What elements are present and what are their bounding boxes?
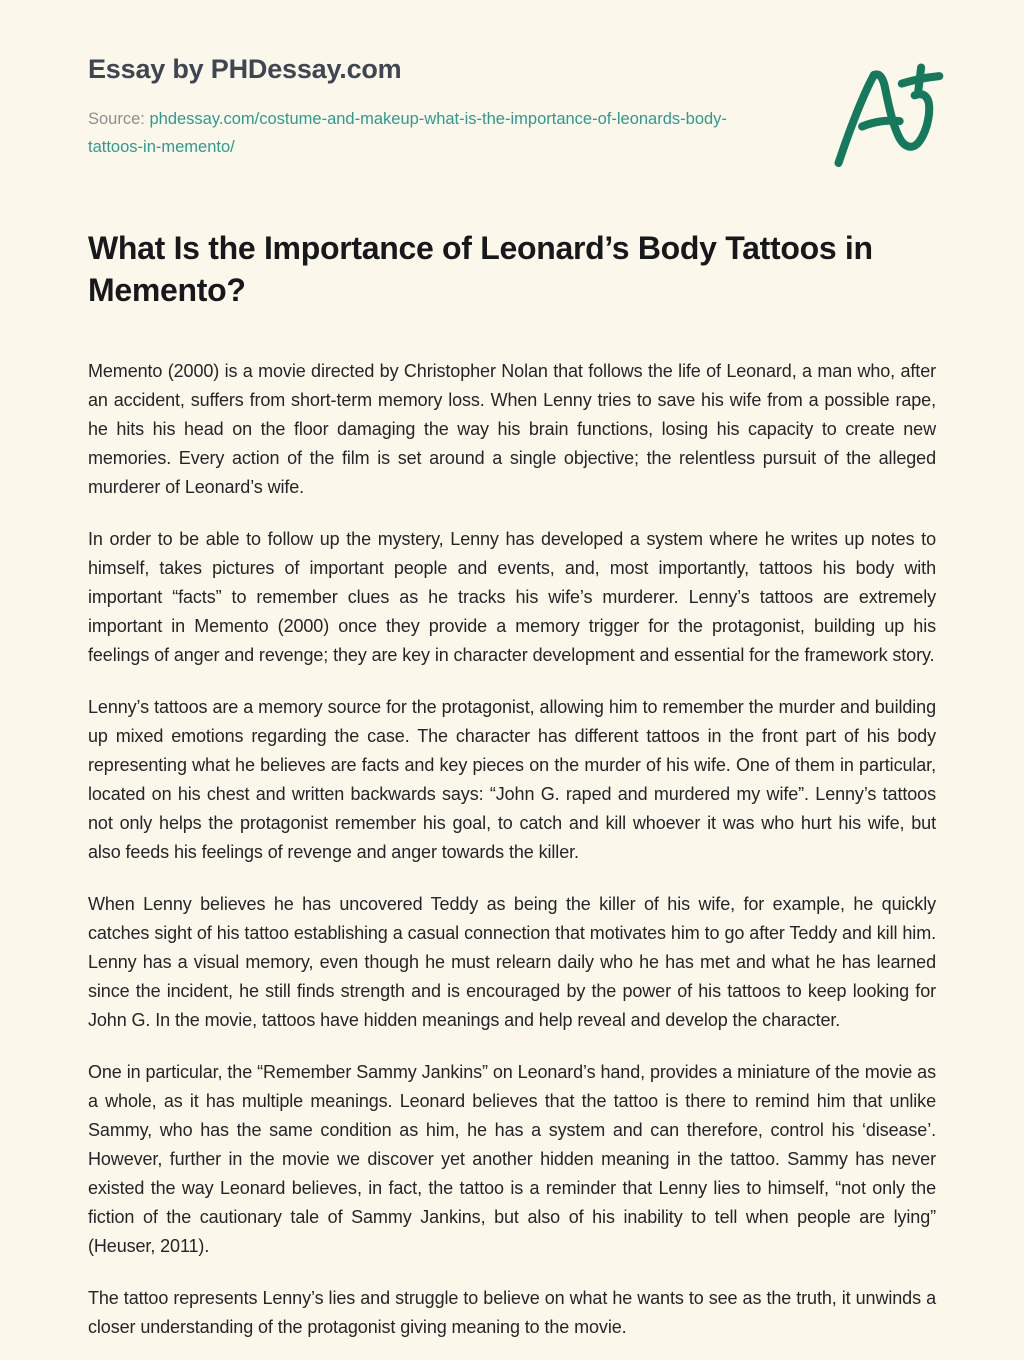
a-plus-logo-icon[interactable] [822, 60, 958, 178]
essay-paragraph-5: One in particular, the “Remember Sammy Jankins” on Leonard’s hand, provides a miniature of the movie as a whole, as it has multiple meanings. Leonard believes that the tattoo is there to remind him that unlike Sammy, who has the same condition as him, he has a system and can therefore, control his ‘disease’. However, further in the movie we discover yet another hidden meaning in the tattoo. Sammy has never existed the way Leonard believes, in fact, the tattoo is a reminder that Lenny lies to himself, “not only the fiction of the cautionary tale of Sammy Jankins, but also of his inability to tell when people are lying” (Heuser, 2011). [88, 1062, 936, 1256]
site-title: Essay by PHDessay.com [88, 54, 402, 84]
essay-paragraph-6: The tattoo represents Lenny’s lies and struggle to believe on what he wants to see as the truth, it unwinds a closer understanding of the protagonist giving meaning to the movie. [88, 1288, 936, 1337]
essay-paragraph-3: Lenny’s tattoos are a memory source for the protagonist, allowing him to remember the murder and building up mixed emotions regarding the case. The character has different tattoos in the front part of his body representing what he believes are facts and key pieces on the murder of his wife. One of them in particular, located on his chest and written backwards says: “John G. raped and murdered my wife”. Lenny’s tattoos not only helps the protagonist remember his goal, to catch and kill whoever it was who hurt his wife, but also feeds his feelings of revenge and anger towards the killer. [88, 697, 936, 862]
source-line [88, 105, 768, 161]
essay-paragraph-2: In order to be able to follow up the mystery, Lenny has developed a system where he writes up notes to himself, takes pictures of important people and events, and, most importantly, tattoos his body with important “facts” to remember clues as he tracks his wife’s murderer. Lenny’s tattoos are extremely important in Memento (2000) once they provide a memory trigger for the protagonist, building up his feelings of anger and revenge; they are key in character development and essential for the framework story. [88, 529, 936, 665]
essay-body [88, 357, 936, 1342]
essay-paragraph-4: When Lenny believes he has uncovered Teddy as being the killer of his wife, for example, he quickly catches sight of his tattoo establishing a casual connection that motivates him to go after Teddy and kill him. Lenny has a visual memory, even though he must relearn daily who he has met and what he has learned since the incident, he still finds strength and is encouraged by the power of his tattoos to keep looking for John G. In the movie, tattoos have hidden meanings and help reveal and develop the character. [88, 894, 936, 1030]
essay-paragraph-1: Memento (2000) is a movie directed by Christopher Nolan that follows the life of Leonard, a man who, after an accident, suffers from short-term memory loss. When Lenny tries to save his wife from a possible rape, he hits his head on the floor damaging the way his brain functions, losing his capacity to create new memories. Every action of the film is set around a single objective; the relentless pursuit of the alleged murderer of Leonard’s wife. [88, 361, 936, 497]
source-url-link[interactable]: phdessay.com/costume-and-makeup-what-is-the-importance-of-leonards-body-tattoos-in-memento/ [88, 110, 727, 156]
source-label: Source: [88, 110, 145, 128]
document-header [88, 54, 936, 161]
page-title: What Is the Importance of Leonard’s Body Tattoos in Memento? [88, 230, 873, 308]
